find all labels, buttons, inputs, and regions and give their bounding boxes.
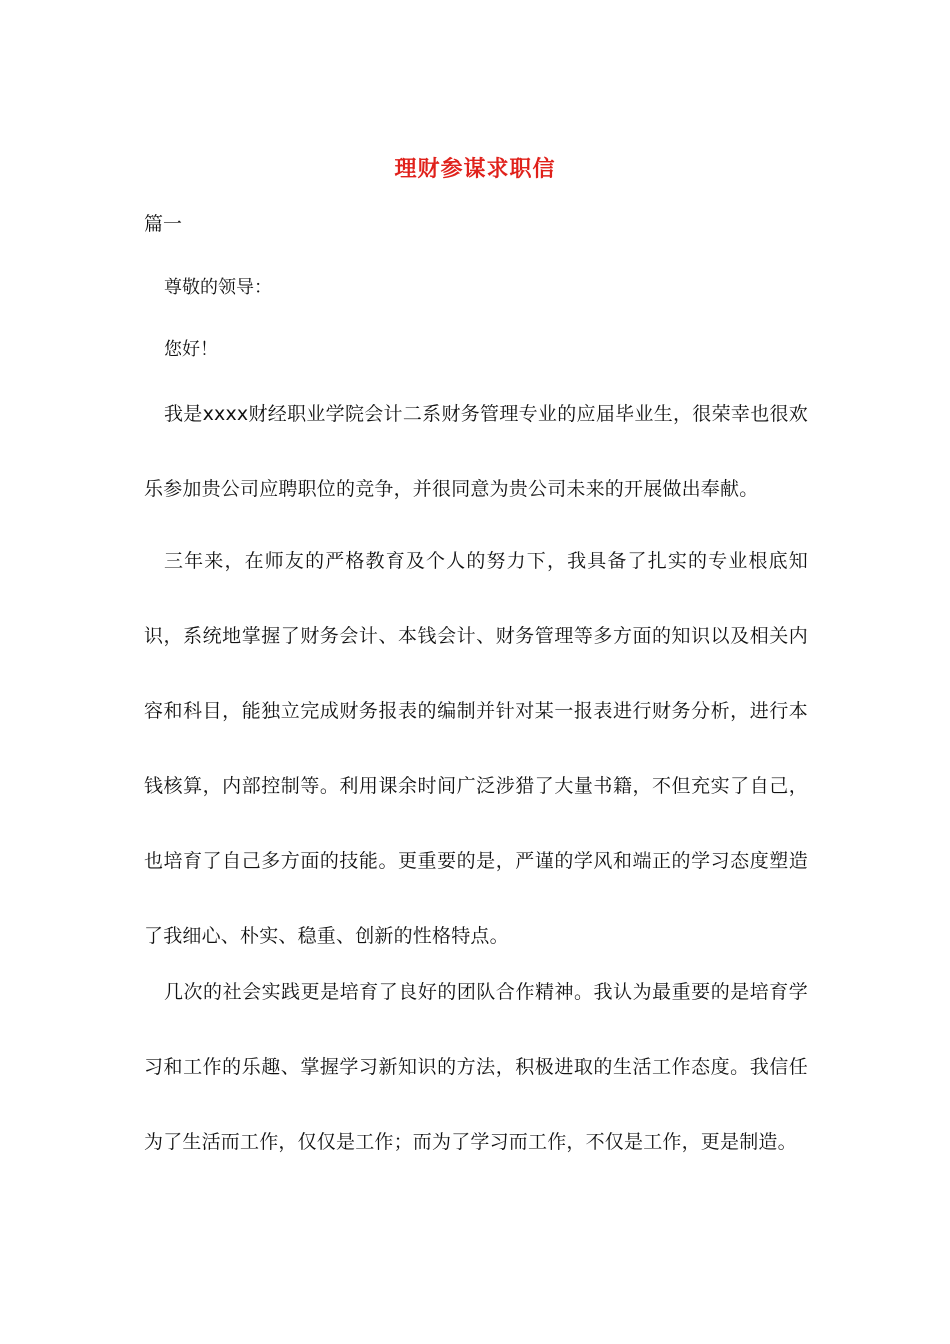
salutation: 尊敬的领导： xyxy=(164,277,272,298)
greeting: 您好！ xyxy=(164,339,218,360)
section-label: 篇一 xyxy=(144,213,183,235)
paragraph-1: 我是xxxx财经职业学院会计二系财务管理专业的应届毕业生，很荣幸也很欢乐参加贵公司应聘职位的竞争，并很同意为贵公司未来的开展做出奉献。 xyxy=(144,403,808,500)
paragraph-3: 几次的社会实践更是培育了良好的团队合作精神。我认为最重要的是培育学习和工作的乐趣、掌握学习新知识的方法，积极进取的生活工作态度。我信任为了生活而工作，仅仅是工作；而为了学习而工作，不仅是工作，更是制造。 xyxy=(144,981,808,1153)
paragraph-2: 三年来，在师友的严格教育及个人的努力下，我具备了扎实的专业根底知识，系统地掌握了财务会计、本钱会计、财务管理等多方面的知识以及相关内容和科目，能独立完成财务报表的编制并针对某一报表进行财务分析，进行本钱核算，内部控制等。利用课余时间广泛涉猎了大量书籍，不但充实了自己，也培育了自己多方面的技能。更重要的是，严谨的学风和端正的学习态度塑造了我细心、朴实、稳重、创新的性格特点。 xyxy=(144,550,808,947)
document-title: 理财参谋求职信 xyxy=(394,156,556,182)
